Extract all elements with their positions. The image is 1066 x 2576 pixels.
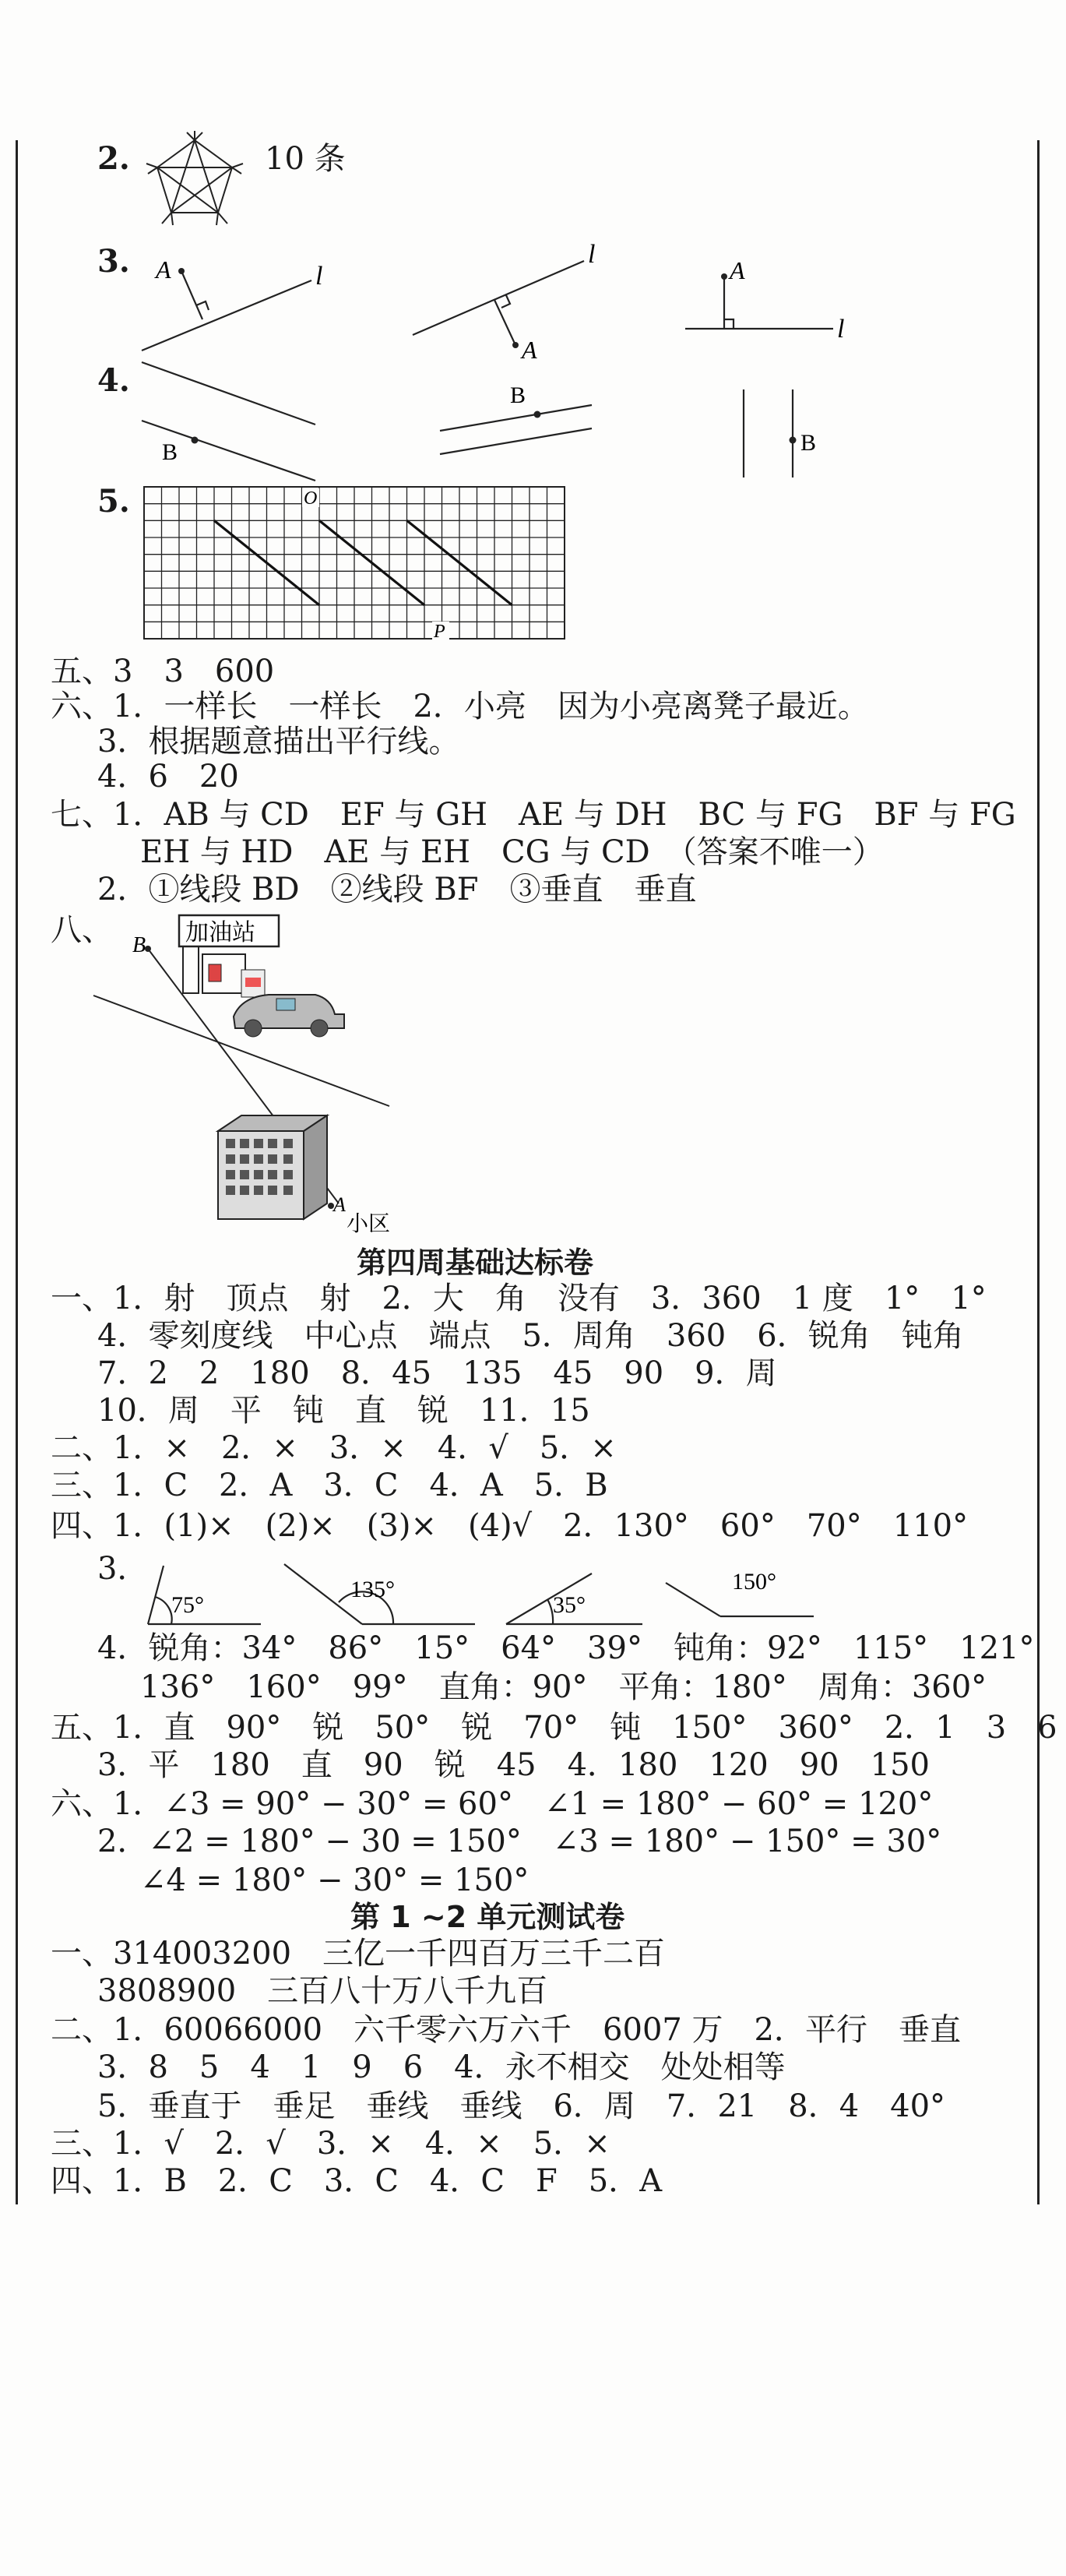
week4-title: 第四周基础达标卷 <box>357 1246 594 1280</box>
q2-answer: 10 条 <box>265 141 346 177</box>
angle-label-35: 35° <box>553 1592 586 1618</box>
label-l: l <box>837 315 845 344</box>
week4-si-4a: 4．锐角：34° 86° 15° 64° 39° 钝角：92° 115° 121° <box>97 1630 1035 1666</box>
section-liu-3: 3．根据题意描出平行线。 <box>97 724 460 759</box>
week4-yi-1d: 10．周 平 钝 直 锐 11．15 <box>97 1393 590 1429</box>
angle-label-75: 75° <box>171 1592 204 1618</box>
q3-number: 3. <box>97 243 130 280</box>
section-qi-1a: 七、1．AB 与 CD EF 与 GH AE 与 DH BC 与 FG BF 与 FG <box>51 797 1016 833</box>
week4-si-4b: 136° 160° 99° 直角：90° 平角：180° 周角：360° <box>140 1669 987 1705</box>
angle-label-150: 150° <box>732 1569 776 1595</box>
week4-si-3: 3． <box>97 1551 149 1587</box>
label-b: B <box>510 382 526 408</box>
section-ba: 八、 <box>51 912 113 948</box>
left-margin-rule <box>16 140 18 2204</box>
section-liu-4: 4．6 20 <box>97 759 239 795</box>
unit12-er-3: 3．8 5 4 1 9 6 4．永不相交 处处相等 <box>97 2049 786 2085</box>
week4-liu-1: 六、1．∠3 = 90° − 30° = 60° ∠1 = 180° − 60° = 120° <box>51 1786 934 1822</box>
label-a: A <box>522 336 537 364</box>
section-liu-1: 六、1．一样长 一样长 2．小亮 因为小亮离凳子最近。 <box>51 689 869 724</box>
pentagram-figure <box>140 129 249 238</box>
perpendicular-figures <box>132 230 872 366</box>
unit12-er-1: 二、1．60066000 六千零六万六千 6007 万 2．平行 垂直 <box>51 2012 962 2048</box>
week4-wu-3: 3．平 180 直 90 锐 45 4．180 120 90 150 <box>97 1747 930 1783</box>
label-o: O <box>304 488 318 509</box>
week4-er: 二、1．× 2．× 3．× 4．√ 5．× <box>51 1430 617 1466</box>
week4-yi-1c: 7．2 2 180 8．45 135 45 90 9．周 <box>97 1355 777 1391</box>
section-qi-1b: EH 与 HD AE 与 EH CG 与 CD （答案不唯一） <box>140 834 884 870</box>
week4-si-1: 四、1．(1)× (2)× (3)× (4)√ 2．130° 60° 70° 110° <box>51 1508 969 1544</box>
label-p: P <box>434 622 445 642</box>
label-b: B <box>800 430 817 456</box>
q5-number: 5. <box>97 483 130 520</box>
scene-label-b: B <box>132 933 146 957</box>
label-a: A <box>730 256 745 284</box>
gas-station-label: 加油站 <box>185 919 255 946</box>
gas-station-scene <box>86 911 413 1239</box>
unit12-title: 第 1 ~2 单元测试卷 <box>350 1900 625 1934</box>
week4-liu-2: 2．∠2 = 180° − 30 = 150° ∠3 = 180° − 150° = 30° <box>97 1824 942 1859</box>
unit12-yi-1b: 3808900 三百八十万八千九百 <box>97 1973 548 2009</box>
week4-san: 三、1．C 2．A 3．C 4．A 5．B <box>51 1468 608 1503</box>
week4-yi-1b: 4．零刻度线 中心点 端点 5．周角 360 6．锐角 钝角 <box>97 1318 964 1354</box>
unit12-si: 四、1．B 2．C 3．C 4．C F 5．A <box>51 2163 663 2199</box>
right-margin-rule <box>1037 140 1040 2204</box>
scene-label-a: A <box>333 1193 346 1216</box>
parallel-line-figures <box>132 354 872 491</box>
section-qi-2: 2．①线段 BD ②线段 BF ③垂直 垂直 <box>97 872 697 907</box>
angle-label-135: 135° <box>350 1577 395 1602</box>
q2-number: 2. <box>97 140 130 177</box>
grid-figure <box>140 483 576 647</box>
section-wu: 五、3 3 600 <box>51 654 275 689</box>
week4-liu-2b: ∠4 = 180° − 30° = 150° <box>140 1862 529 1898</box>
unit12-san: 三、1．√ 2．√ 3．× 4．× 5．× <box>51 2126 610 2162</box>
unit12-yi-1a: 一、314003200 三亿一千四百万三千二百 <box>51 1936 666 1972</box>
label-a: A <box>156 255 171 284</box>
angle-drawings <box>136 1550 837 1636</box>
q4-number: 4. <box>97 362 130 399</box>
label-b: B <box>162 439 178 465</box>
week4-wu-1: 五、1．直 90° 锐 50° 锐 70° 钝 150° 360° 2．1 3 6 <box>51 1710 1057 1746</box>
community-label: 小区 <box>347 1210 391 1236</box>
week4-yi-1a: 一、1．射 顶点 射 2．大 角 没有 3．360 1 度 1° 1° <box>51 1281 987 1316</box>
label-l: l <box>315 262 323 291</box>
unit12-er-5: 5．垂直于 垂足 垂线 垂线 6．周 7．21 8．4 40° <box>97 2088 946 2124</box>
label-l: l <box>588 240 596 269</box>
